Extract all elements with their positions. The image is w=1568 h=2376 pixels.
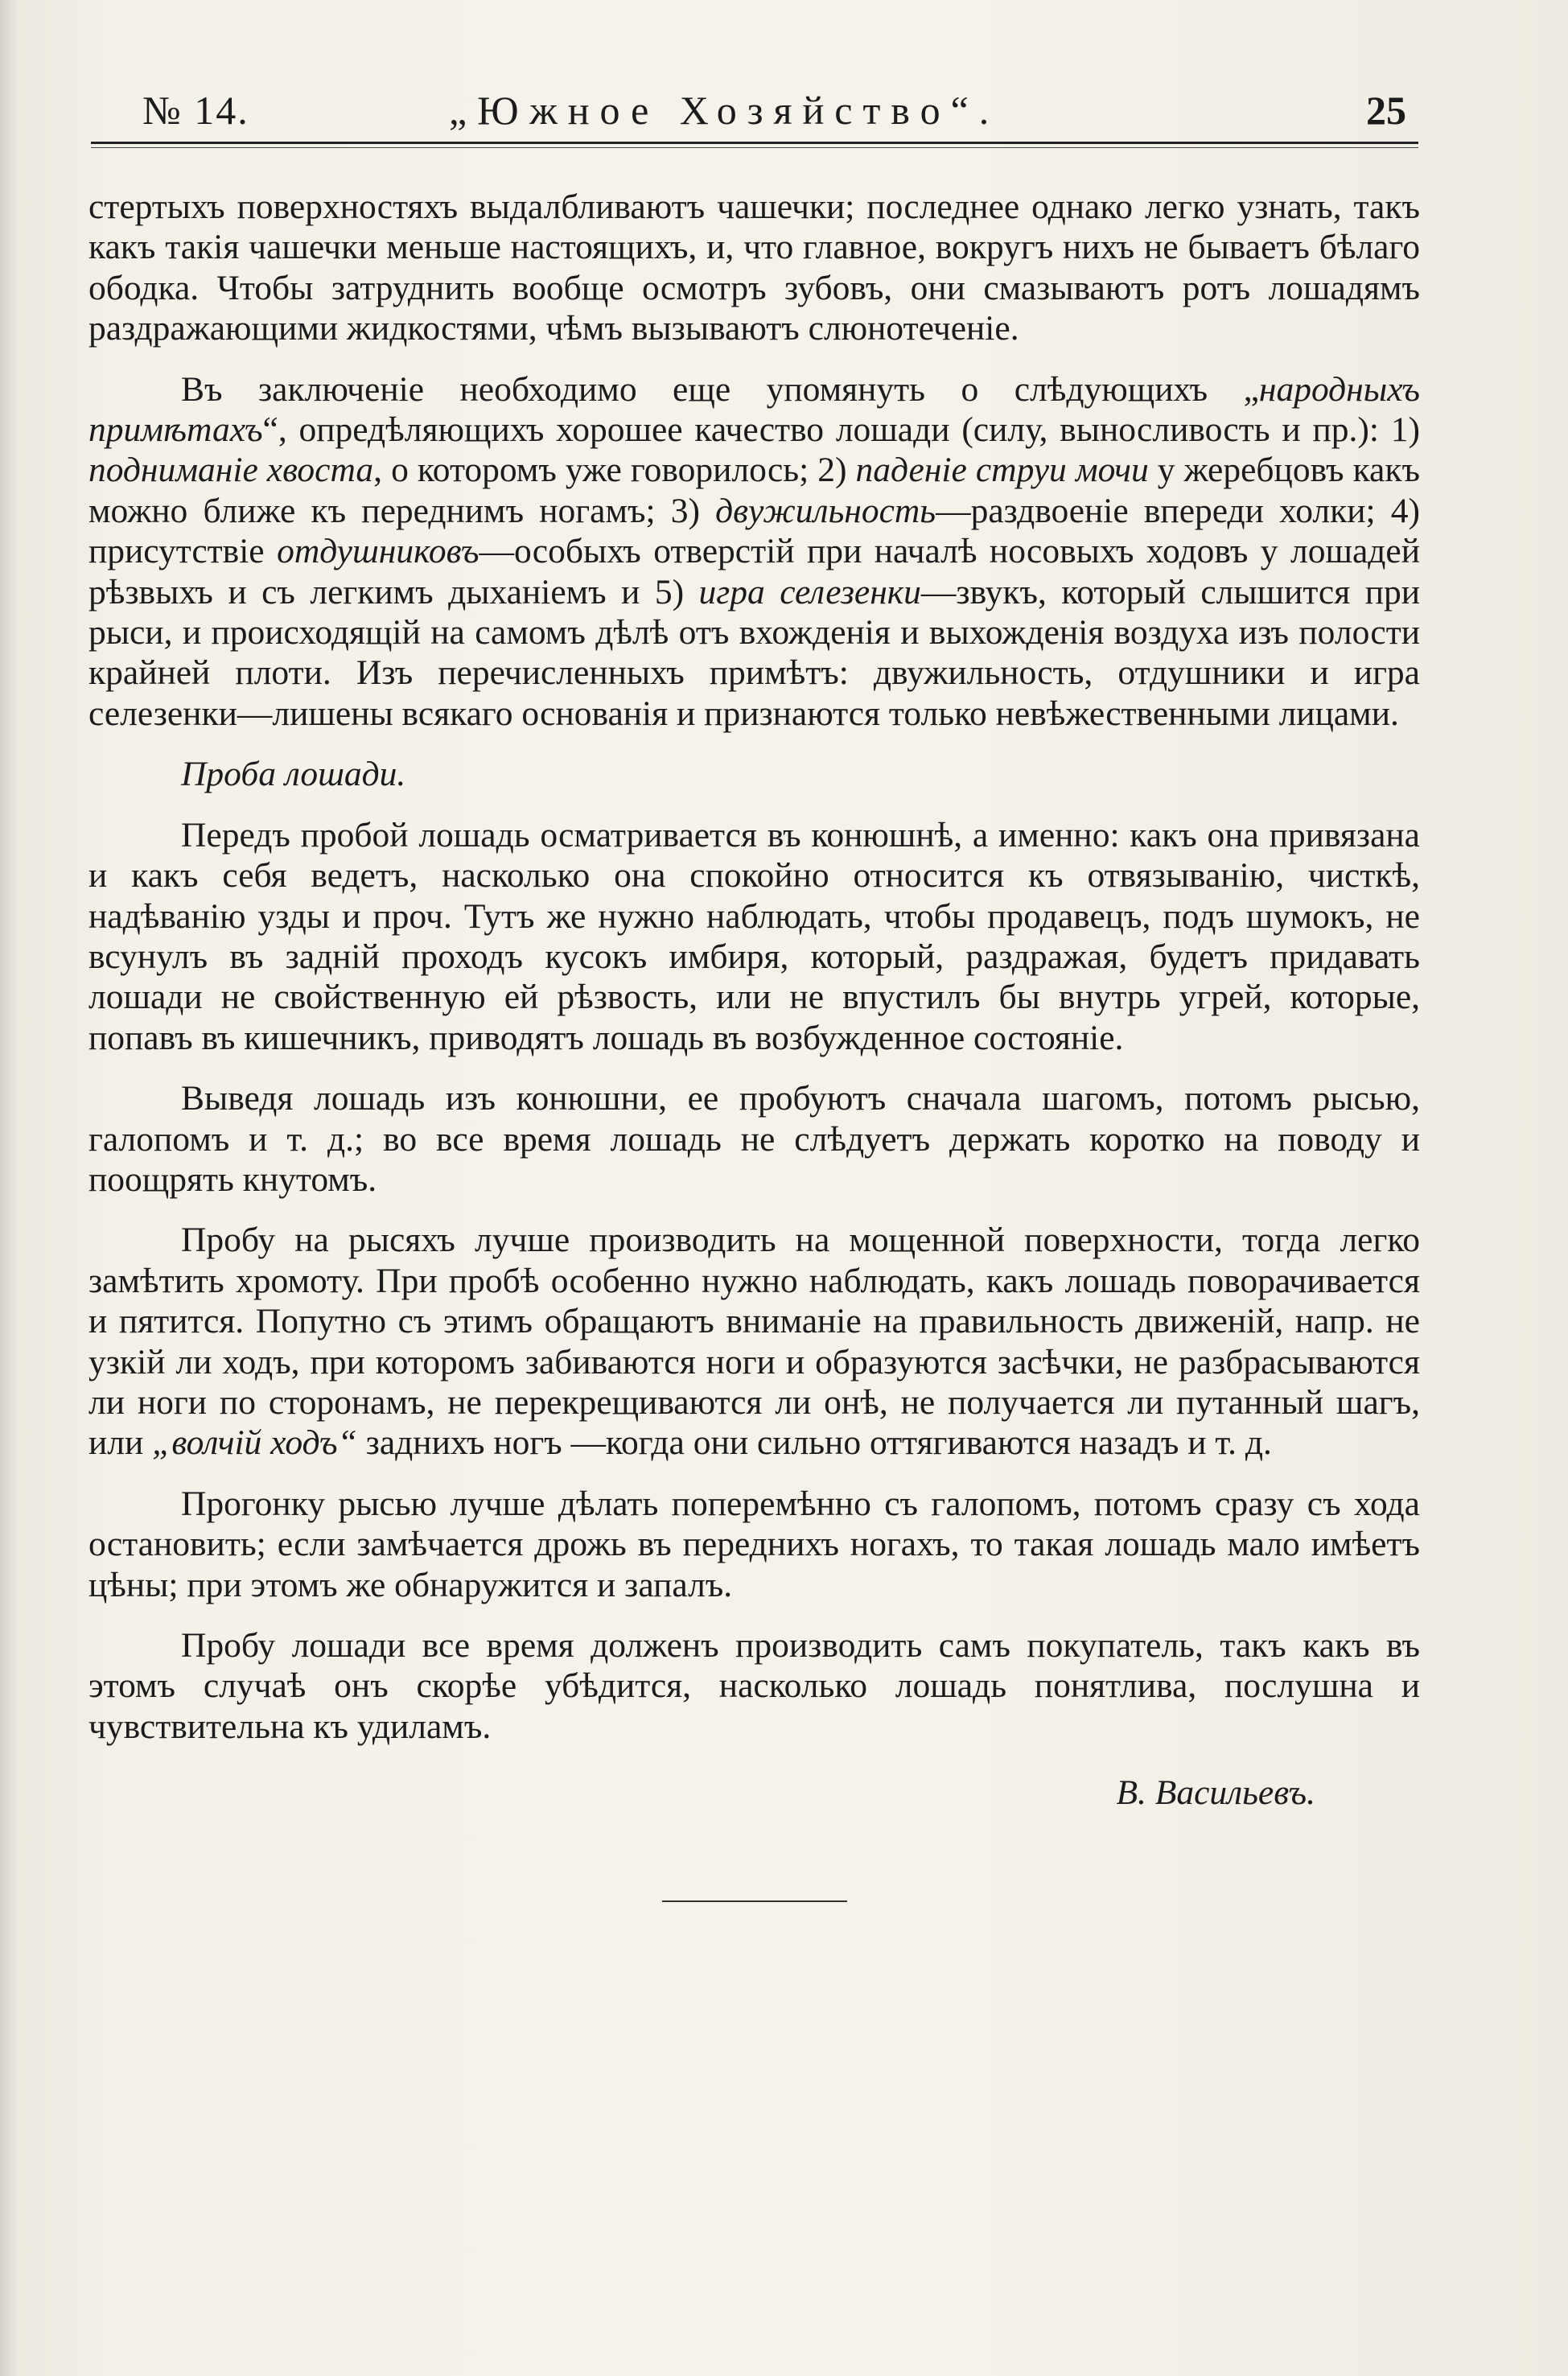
paragraph-7: Пробу лошади все время долженъ производить самъ покупатель, такъ какъ въ этомъ случаѣ онъ скорѣе убѣдится, насколько лошадь понятлива, послушна и чувствительна къ удиламъ. bbox=[88, 1626, 1420, 1746]
page-header bbox=[91, 79, 1418, 145]
paragraph-1: стертыхъ поверхностяхъ выдалбливаютъ чашечки; последнее однако легко узнать, такъ какъ такія чашечки меньше настоящихъ, и, что главное, вокругъ нихъ не бываетъ бѣлаго ободка. Чтобы затруднить вообще осмотръ зубовъ, они смазываютъ ротъ лошадямъ раздражающими жидкостями, чѣмъ вызываютъ слюнотеченіе. bbox=[88, 187, 1420, 348]
page-number: 25 bbox=[1366, 88, 1406, 133]
paragraph-2: Въ заключеніе необходимо еще упомянуть о слѣдующихъ „народныхъ примѣтахъ“, опредѣляющихъ хорошее качество лошади (силу, выносливость и пр.): 1) подниманіе хвоста, о которомъ уже говорилось; 2) паденіе струи мочи у жеребцовъ какъ можно ближе къ переднимъ ногамъ; 3) двужильность—раздвоеніе впереди холки; 4) присутствіе отдушниковъ—особыхъ отверстій при началѣ носовыхъ ходовъ у лошадей рѣзвыхъ и съ легкимъ дыханіемъ и 5) игра селезенки—звукъ, который слышится при рыси, и происходящій на самомъ дѣлѣ отъ вхожденія и выхожденія воздуха изъ полости крайней плоти. Изъ перечисленныхъ примѣтъ: двужильность, отдушники и игра селезенки—лишены всякаго основанія и признаются только невѣжественными лицами. bbox=[88, 369, 1421, 733]
journal-title: „Южное Хозяйство“. bbox=[449, 88, 1000, 133]
page-spine-shadow bbox=[0, 0, 18, 2376]
author-signature: В. Васильевъ. bbox=[1116, 1773, 1315, 1813]
issue-number: № 14. bbox=[142, 88, 249, 133]
header-rule-thick bbox=[91, 142, 1418, 144]
end-rule bbox=[662, 1900, 847, 1902]
article-body bbox=[88, 187, 1420, 1902]
paragraph-6: Прогонку рысью лучше дѣлать поперемѣнно съ галопомъ, потомъ сразу съ хода остановить; если замѣчается дрожь въ переднихъ ногахъ, то такая лошадь мало имѣетъ цѣны; при этомъ же обнаружится и запалъ. bbox=[88, 1484, 1420, 1604]
header-rule-thin bbox=[91, 147, 1418, 148]
paragraph-3: Передъ пробой лошадь осматривается въ конюшнѣ, а именно: какъ она привязана и какъ себя ведетъ, насколько она спокойно относится къ отвязыванію, чисткѣ, надѣванію узды и проч. Тутъ же нужно наблюдать, чтобы продавецъ, подъ шумокъ, не всунулъ въ задній проходъ кусокъ имбиря, который, раздражая, будетъ придавать лошади не свойственную ей рѣзвость, или не впустилъ бы внутрь угрей, которые, попавъ въ кишечникъ, приводятъ лошадь въ возбужденное состояніе. bbox=[88, 815, 1420, 1057]
paragraph-5: Пробу на рысяхъ лучше производить на мощенной поверхности, тогда легко замѣтить хромоту. При пробѣ особенно нужно наблюдать, какъ лошадь поворачивается и пятится. Попутно съ этимъ обращаютъ вниманіе на правильность движеній, напр. не узкій ли ходъ, при которомъ забиваются ноги и образуются засѣчки, не разбрасываются ли ноги по сторонамъ, не перекрещиваются ли онѣ, не получается ли путанный шагъ, или „волчій ходъ“ заднихъ ногъ —когда они сильно оттягиваются назадъ и т. д. bbox=[88, 1221, 1420, 1463]
paragraph-4: Выведя лошадь изъ конюшни, ее пробуютъ сначала шагомъ, потомъ рысью, галопомъ и т. д.; во все время лошадь не слѣдуетъ держать коротко на поводу и поощрять кнутомъ. bbox=[88, 1079, 1420, 1199]
section-subheading: Проба лошади. bbox=[181, 755, 406, 794]
